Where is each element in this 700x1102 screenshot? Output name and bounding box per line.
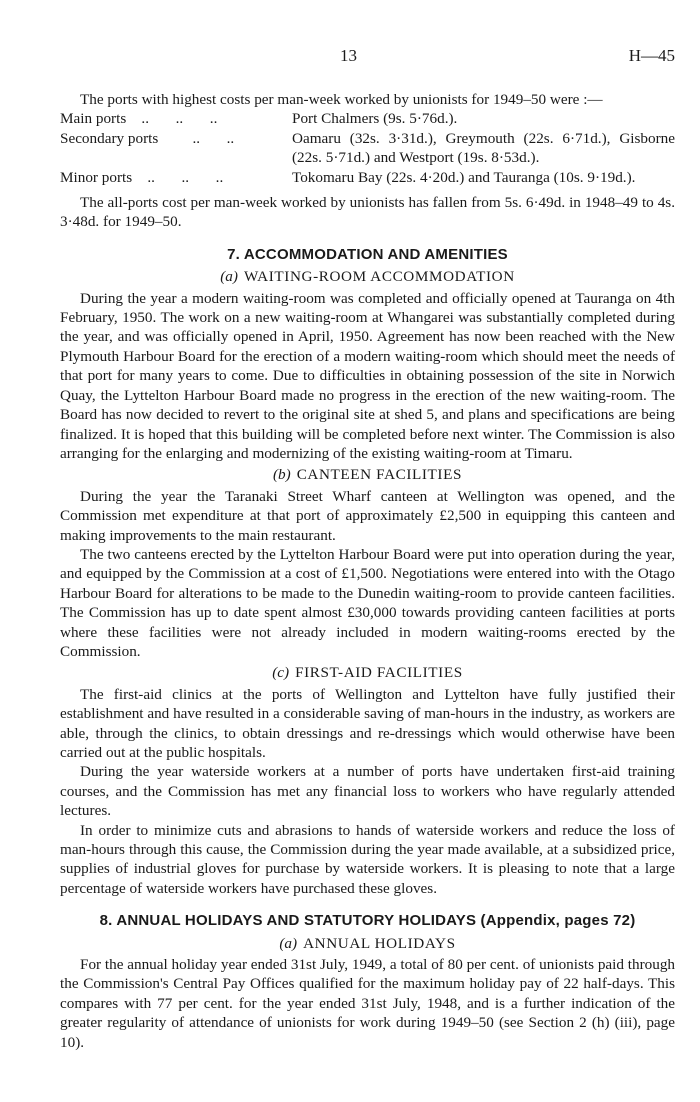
annual-holidays-paragraph: For the annual holiday year ended 31st July, 1949, a total of 80 per cent. of unionists paid through the Commission's Central Pay Offices qualified for the maximum holiday pay of 22 half-days. This compares with 77 per cent. for the year ended 31st July, 1948, and is a further indication of the greater regularity of attendance of unionists for work during 1949–50 (see Section 2 (h) (iii), page 10). xyxy=(60,956,676,1051)
port-category: Main ports xyxy=(60,110,127,128)
leader-dots: .. .. .. xyxy=(147,168,224,186)
canteen-paragraph: The two canteens erected by the Lyttelton Harbour Board were put into operation during the year, and equipped by the Commission at a cost of £1,500. Negotiations were entered into with the Otago Harbour Board for alterations to be made to the Dunedin waiting-room to provide canteen facilities. The Commission has up to date spent almost £30,000 towards providing canteen facilities at ports where these facilities were not already included in modern waiting-rooms erected by the Commission. xyxy=(60,545,675,660)
subsection-heading xyxy=(60,663,675,682)
subsection-title: ANNUAL HOLIDAYS xyxy=(303,934,456,952)
ports-intro: The ports with highest costs per man-week worked by unionists for 1949–50 were :— xyxy=(80,91,603,108)
first-aid-paragraph: In order to minimize cuts and abrasions to hands of waterside workers and reduce the loss of man-hours through this cause, the Commission during the year made available, at a subsidized price, supplies of industrial gloves for purchase by waterside workers. It is pleasing to note that a large percentage of waterside workers have purchased these gloves. xyxy=(60,821,675,897)
waiting-room-paragraph: During the year a modern waiting-room was completed and officially opened at Tauranga on 4th February, 1950. The work on a new waiting-room at Whangarei was substantially completed during the year, and was officially opened in April, 1950. Agreement has now been reached with the New Plymouth Harbour Board for the erection of a modern waiting-room which should meet the needs of that port for many years to come. Due to difficulties in obtaining possession of the site in Norwich Quay, the Lyttelton Harbour Board made no progress in the erection of the new waiting-room. The Board has now decided to revert to the original site at shed 5, and plans and specifications are being finalized. It is hoped that this building will be completed before next winter. The Commission is also arranging for the enlarging and modernizing of the existing waiting-room at Timaru. xyxy=(60,289,675,462)
document-page xyxy=(60,46,675,1052)
page-header xyxy=(60,46,675,68)
subsection-label: (a) xyxy=(220,268,238,286)
ports-list xyxy=(60,109,675,187)
page-reference: H—45 xyxy=(628,46,675,65)
first-aid-paragraph: The first-aid clinics at the ports of Wellington and Lyttelton have fully justified their establishment and have resulted in a considerable saving of man-hours in the industry, as workers are able, through the clinics, to obtain dressings and re-dressings which would otherwise have been carried out at the public hospitals. xyxy=(60,685,675,761)
subsection-label: (b) xyxy=(272,466,291,484)
subsection-title: CANTEEN FACILITIES xyxy=(296,466,463,484)
subsection-title: WAITING-ROOM ACCOMMODATION xyxy=(243,268,515,286)
page-number: 13 xyxy=(340,46,357,65)
leader-dots: .. .. xyxy=(192,129,235,147)
all-ports-paragraph: The all-ports cost per man-week worked by unionists has fallen from 5s. 6·49d. in 1948–49 to 4s. 3·48d. for 1949–50. xyxy=(60,194,675,231)
port-costs: Oamaru (32s. 3·31d.), Greymouth (22s. 6·71d.), Gisborne (22s. 5·71d.) and Westport (19s. 8·53d.). xyxy=(292,129,675,167)
port-category: Minor ports xyxy=(60,168,133,186)
subsection-label: (c) xyxy=(272,664,290,682)
first-aid-paragraph: During the year waterside workers at a number of ports have undertaken first-aid training courses, and the Commission has met any financial loss to workers who have regularly attended lectures. xyxy=(60,763,675,820)
subsection-label: (a) xyxy=(279,934,298,952)
port-costs: Port Chalmers (9s. 5·76d.). xyxy=(292,110,458,128)
leader-dots: .. .. .. xyxy=(141,110,218,128)
list-item xyxy=(60,109,675,128)
subsection-title: FIRST-AID FACILITIES xyxy=(295,664,463,682)
list-item xyxy=(60,129,675,168)
subsection-heading xyxy=(60,465,675,484)
subsection-heading xyxy=(60,267,675,286)
port-category: Secondary ports xyxy=(60,129,159,147)
subsection-heading xyxy=(60,934,675,953)
canteen-paragraph: During the year the Taranaki Street Wharf canteen at Wellington was opened, and the Commission met expenditure at that port of approximately £2,500 in equipping this canteen and making improvements to the main restaurant. xyxy=(60,487,675,544)
port-costs: Tokomaru Bay (22s. 4·20d.) and Tauranga (10s. 9·19d.). xyxy=(292,168,636,186)
list-item xyxy=(60,168,675,187)
section-8-heading: 8. ANNUAL HOLIDAYS AND STATUTORY HOLIDAYS (Appendix, pages 72) xyxy=(99,912,636,930)
section-7-heading: 7. ACCOMMODATION AND AMENITIES xyxy=(227,245,508,263)
